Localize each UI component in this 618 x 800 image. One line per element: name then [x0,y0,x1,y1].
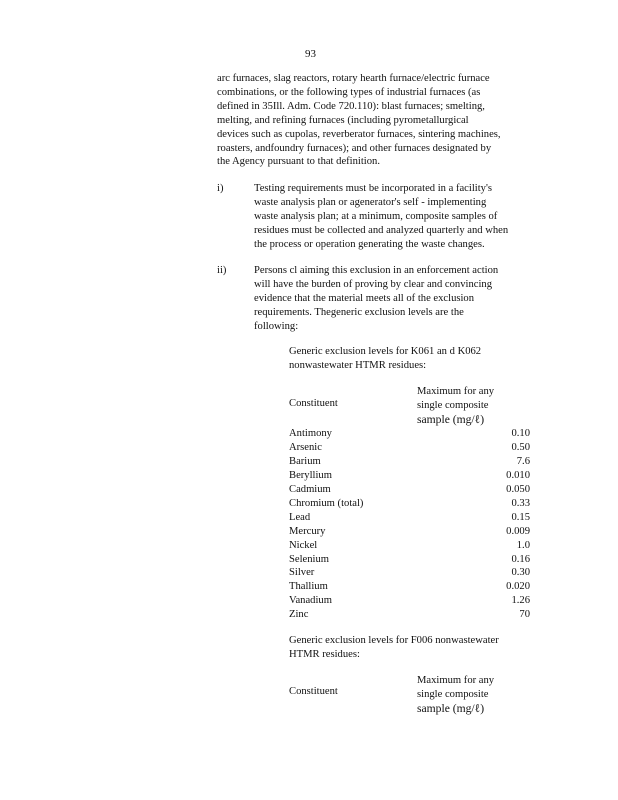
table-row-value: 0.33 [511,498,530,509]
table-row-name: Beryllium [289,470,332,481]
table1-header-constituent: Constituent [289,398,338,409]
header-line: single composite [417,688,489,700]
table-row-value: 7.6 [516,456,530,467]
item-line: residues must be collected and analyzed quarterly and when [254,224,509,236]
table-row-name: Vanadium [289,595,332,606]
item-line: following: [254,320,299,332]
table-row-name: Lead [289,512,311,523]
table-row-name: Chromium (total) [289,498,364,509]
intro-line: the Agency pursuant to that definition. [217,156,380,168]
header-line: Maximum for any [417,386,495,397]
item-line: evidence that the material meets all of the exclusion [254,292,475,304]
header-line: Maximum for any [417,675,495,686]
table-row-name: Mercury [289,526,326,537]
table2-caption [289,634,499,662]
table-row-value: 0.050 [506,484,530,495]
item-ii-label: ii) [217,265,227,276]
table-row-value: 1.0 [516,540,530,551]
caption-line: HTMR residues: [289,648,360,660]
table-row-value: 0.10 [511,428,530,439]
table-row-value: 0.30 [511,567,530,578]
item-line: will have the burden of proving by clear and convincing [254,278,492,290]
item-ii-text [254,264,498,334]
item-line: Persons cl aiming this exclusion in an enforcement action [254,265,499,276]
table-row-name: Silver [289,567,315,578]
intro-line: devices such as cupolas, reverberator furnaces, sintering machines, [217,128,501,140]
table-row-name: Barium [289,456,321,467]
header-unit: sample (mg/ℓ) [417,701,485,715]
page-number: 93 [305,48,316,60]
intro-paragraph [217,72,501,169]
table-row-name: Thallium [289,581,328,592]
intro-line: defined in 35Ill. Adm. Code 720.110): blast furnaces; smelting, [217,100,485,112]
intro-line: roasters, andfoundry furnaces); and other furnaces designated by [217,142,492,154]
table-row-value: 70 [519,609,530,620]
caption-line: Generic exclusion levels for K061 an d K062 [289,346,482,357]
table-row-value: 0.010 [506,470,530,481]
item-line: requirements. Thegeneric exclusion levels are the [254,306,464,318]
header-unit: sample (mg/ℓ) [417,412,485,426]
intro-line: combinations, or the following types of industrial furnaces (as [217,86,481,98]
table1-caption [289,345,481,373]
table-row-name: Antimony [289,428,332,439]
table-row-name: Selenium [289,554,330,565]
intro-line: melting, and refining furnaces (including pyrometallurgical [217,114,469,126]
caption-line: Generic exclusion levels for F006 nonwastewater [289,635,499,646]
header-line: single composite [417,399,489,411]
item-line: the process or operation generating the waste changes. [254,238,485,250]
item-line: Testing requirements must be incorporated in a facility's [254,183,492,194]
item-line: waste analysis plan; at a minimum, composite samples of [254,210,498,222]
table-row-value: 1.26 [511,595,530,606]
table2-header-constituent: Constituent [289,686,338,697]
table-row-name: Nickel [289,540,318,551]
item-i-text [254,182,508,252]
item-line: waste analysis plan or agenerator's self - implementing [254,196,487,208]
table-row-value: 0.50 [511,442,530,453]
table-row-name: Zinc [289,609,309,620]
table-row-name: Cadmium [289,484,331,495]
table-row-value: 0.020 [506,581,530,592]
caption-line: nonwastewater HTMR residues: [289,359,427,371]
intro-line: arc furnaces, slag reactors, rotary hearth furnace/electric furnace [217,73,490,84]
table2-header-maximum [417,674,494,716]
table1-header-maximum [417,385,494,427]
table-row-name: Arsenic [289,442,322,453]
item-i-label: i) [217,183,224,194]
table-row-value: 0.009 [506,526,530,537]
table-row-value: 0.16 [511,554,530,565]
table-row-value: 0.15 [511,512,530,523]
